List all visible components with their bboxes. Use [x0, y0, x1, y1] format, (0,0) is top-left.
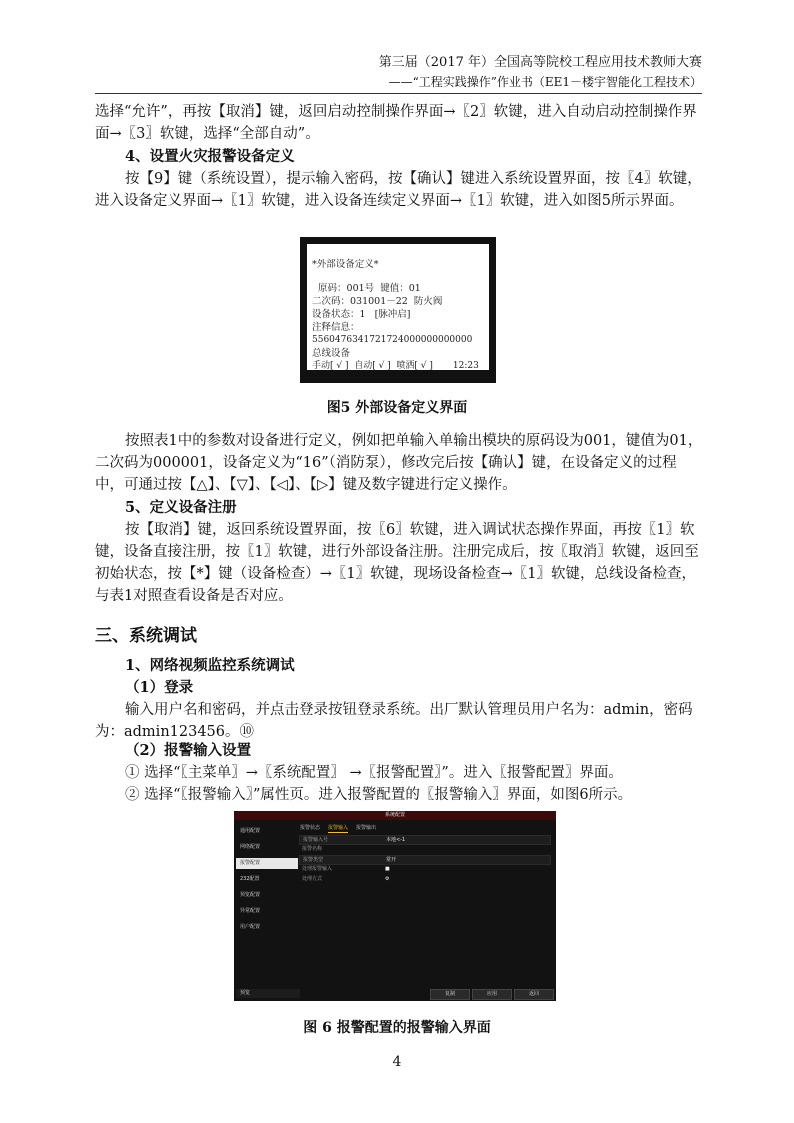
heading-register: 5、定义设备注册 [125, 499, 237, 516]
row-label: 报警类型 [303, 857, 324, 863]
tab-alarm-status[interactable]: 报警状态 [300, 825, 321, 831]
figure-5-caption: 图5 外部设备定义界面 [326, 400, 468, 416]
sidebar-item-general[interactable]: 通用配置 [240, 828, 261, 834]
copy-button[interactable]: 复制 [430, 989, 470, 1000]
lcd-line: 设备状态：1 [脉冲启] [312, 309, 411, 320]
row-value[interactable]: 本地<-1 [386, 837, 406, 843]
sidebar-item-alarm[interactable]: 报警配置 [236, 858, 298, 869]
sidebar-item-rs232[interactable]: 232配置 [240, 876, 260, 882]
paragraph-3: 按照表1中的参数对设备进行定义，例如把单输入单输出模块的原码设为001，键值为01，二次码为000001，设备定义为“16”（消防泵），修改完后按【确认】键，在设备定义的过程中，可通过按【△】、【▽】、【◁】、【▷】键及数字键进行定义操作。 [95, 433, 703, 493]
row-handle-method[interactable] [299, 875, 549, 883]
dvr-main-panel [298, 823, 554, 993]
section-heading-debug: 三、系统调试 [95, 626, 197, 646]
dvr-sidebar [236, 823, 296, 991]
lcd-line: 原码：001号 键值：01 [312, 283, 421, 294]
lcd-line: 注释信息： [312, 322, 360, 333]
sidebar-item-preview[interactable]: 预览配置 [240, 892, 261, 898]
heading-setup: 4、设置火灾报警设备定义 [125, 148, 295, 165]
tab-alarm-output[interactable]: 报警输出 [356, 825, 377, 831]
dvr-preview-button[interactable]: 预览 [236, 989, 300, 998]
lcd-screen [300, 237, 496, 383]
header-divider [95, 93, 702, 94]
sidebar-item-network[interactable]: 网络配置 [240, 844, 261, 850]
header-title: 第三届（2017 年）全国高等院校工程应用技术教师大赛 [378, 55, 702, 70]
step-1: ① 选择“〖主菜单〗→〖系统配置〗 →〖报警配置〗”。进入〖报警配置〗界面。 [125, 765, 623, 781]
back-button[interactable]: 返回 [514, 989, 554, 1000]
dvr-config-screenshot [234, 811, 556, 1001]
sidebar-item-user[interactable]: 用户配置 [240, 924, 261, 930]
lcd-status-line: 手动[ √ ] 自动[ √ ] 喷洒[ √ ] 12:23 [312, 361, 479, 371]
heading-alarm-input: （2）报警输入设置 [125, 742, 252, 759]
row-value[interactable]: 常开 [386, 857, 397, 863]
paragraph-5: 输入用户名和密码，并点击登录按钮登录系统。出厂默认管理员用户名为：admin，密码为：admin123456。⑩ [95, 702, 693, 740]
lcd-line: 5560476341721724000000000000 [312, 335, 473, 345]
lcd-display [307, 244, 489, 370]
row-label: 报警输入号 [303, 837, 329, 843]
paragraph-1: 选择“允许”，再按【取消】键，返回启动控制操作界面→〖2〗软键，进入自动启动控制操作界面→〖3〗软键，选择“全部自动”。 [95, 104, 697, 142]
tab-alarm-input[interactable]: 报警输入 [328, 825, 349, 831]
step-2: ② 选择“〖报警输入〗”属性页。进入报警配置的〖报警输入〗界面，如图6所示。 [125, 787, 633, 803]
row-alarm-input-no[interactable] [299, 835, 551, 845]
row-label: 报警名称 [302, 846, 323, 852]
lcd-line: 二次码：031001－22 防火阀 [312, 296, 443, 307]
row-handle-input[interactable] [299, 865, 549, 873]
header-subtitle: ——“工程实践操作”作业书（EE1－楼宇智能化工程技术） [388, 75, 702, 89]
row-alarm-name[interactable] [299, 845, 549, 853]
row-alarm-type[interactable] [299, 855, 551, 865]
heading-video: 1、网络视频监控系统调试 [125, 657, 295, 674]
row-label: 处理方式 [302, 876, 323, 882]
figure-6-caption: 图 6 报警配置的报警输入界面 [303, 1020, 491, 1036]
lcd-line: 总线设备 [312, 348, 351, 359]
page-number: 4 [392, 1054, 402, 1070]
paragraph-4: 按【取消】键，返回系统设置界面，按〖6〗软键，进入调试状态操作界面，再按〖1〗软键，设备直接注册，按〖1〗软键，进行外部设备注册。注册完成后，按〖取消〗软键，返回至初始状态，按【*】键（设备检查）→〖1〗软键，现场设备检查→〖1〗软键，总线设备检查，与表1对照查看设备是否对应。 [95, 522, 699, 604]
dvr-title-bar: 系统配置 [234, 811, 556, 820]
sidebar-item-exception[interactable]: 异常配置 [240, 908, 261, 914]
checkbox-icon[interactable]: ■ [385, 866, 390, 872]
settings-icon[interactable]: ⚙ [385, 876, 390, 882]
heading-login: （1）登录 [125, 679, 194, 696]
lcd-line: *外部设备定义* [312, 259, 379, 270]
row-label: 处理报警输入 [302, 866, 333, 872]
apply-button[interactable]: 应用 [472, 989, 512, 1000]
paragraph-2: 按【9】键（系统设置），提示输入密码，按【确认】键进入系统设置界面，按〖4〗软键，进入设备定义界面→〖1〗软键，进入设备连续定义界面→〖1〗软键，进入如图5所示界面。 [95, 171, 702, 209]
